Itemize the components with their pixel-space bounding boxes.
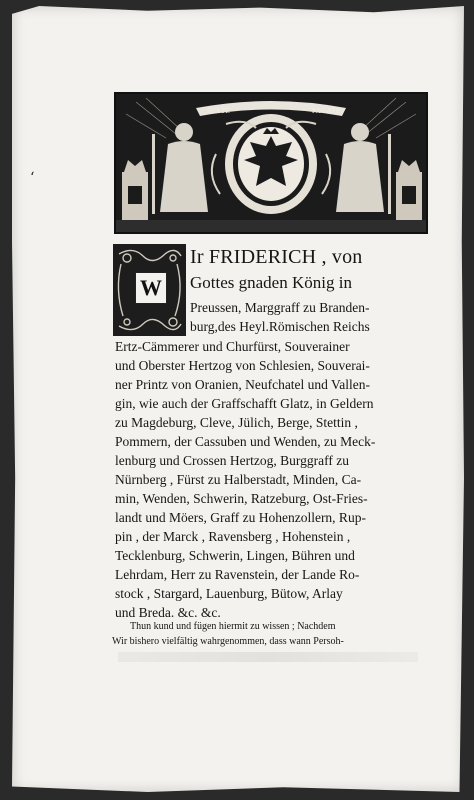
- body-line: ner Printz von Oranien, Neufchatel und Vallen-: [115, 377, 371, 392]
- body-line: stock , Stargard, Lauenburg, Bütow, Arlay: [115, 586, 343, 601]
- body-line: pin , der Marck , Ravensberg , Hohenstein ,: [115, 529, 351, 544]
- initial-letter: W: [135, 272, 167, 304]
- body-line: gin, wie auch der Graffschafft Glatz, in Geldern: [115, 396, 374, 411]
- body-line: und Oberster Hertzog von Schlesien, Souverai-: [115, 358, 370, 373]
- heading-line-2: Gottes gnaden König in: [190, 273, 352, 292]
- body-line: Lehrdam, Herr zu Ravenstein, der Lande Ro-: [115, 567, 360, 582]
- body-line: Pommern, der Cassuben und Wenden, zu Meck-: [115, 434, 376, 449]
- body-line: Nürnberg , Fürst zu Halberstadt, Minden, Ca-: [115, 472, 362, 487]
- motto-left: IUSTE: [208, 107, 231, 115]
- motto-right: PACATE: [312, 107, 341, 115]
- heading-line-3: Preussen, Marggraff zu Branden-: [190, 300, 370, 315]
- body-line: Tecklenburg, Schwerin, Lingen, Bühren und: [115, 548, 355, 563]
- decorated-initial: [113, 244, 186, 336]
- paragraph-line-1: Thun kund und fügen hiermit zu wissen ; Nachdem: [130, 621, 336, 632]
- body-line: zu Magdeburg, Cleve, Jülich, Berge, Stettin ,: [115, 415, 358, 430]
- paragraph-line-2: Wir bishero vielfältig wahrgenommen, dass wann Persoh-: [112, 636, 344, 647]
- body-line: landt und Möers, Graff zu Hohenzollern, Rup-: [115, 510, 366, 525]
- body-line: Ertz-Cämmerer und Churfürst, Souverainer: [115, 339, 350, 354]
- heading-line-4: burg,des Heyl.Römischen Reichs: [190, 319, 370, 334]
- heading-line-1: Ir FRIDERICH , von: [190, 246, 363, 268]
- body-line: und Breda. &c. &c.: [115, 605, 221, 620]
- margin-mark: ‘: [30, 170, 35, 186]
- royal-coat-of-arms-engraving: [114, 92, 428, 234]
- show-through-text: [118, 652, 418, 662]
- body-line: min, Wenden, Schwerin, Ratzeburg, Ost-Fries-: [115, 491, 368, 506]
- body-line: lenburg und Crossen Hertzog, Burggraff zu: [115, 453, 349, 468]
